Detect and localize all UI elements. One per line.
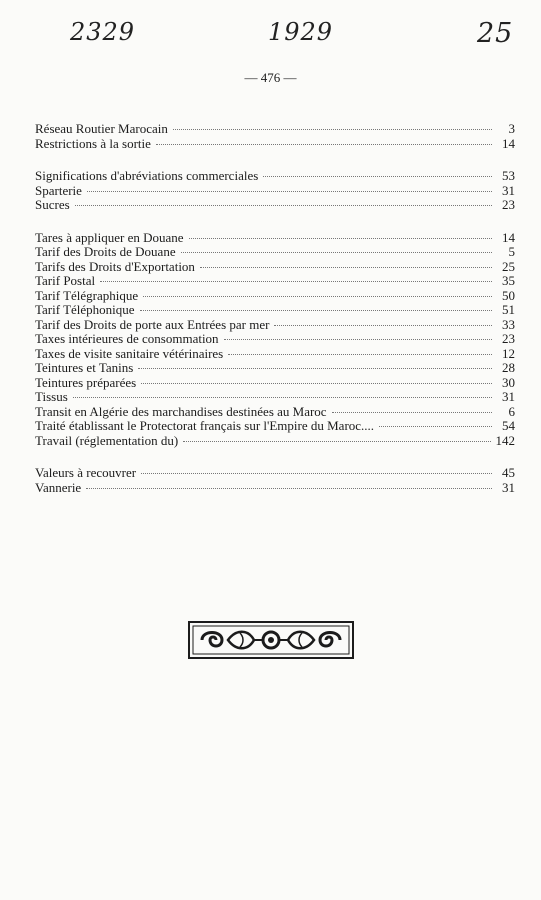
index-group bbox=[35, 122, 515, 151]
entry-page-number: 31 bbox=[502, 479, 515, 495]
entry-page-number: 31 bbox=[502, 182, 515, 198]
entry-page-number: 31 bbox=[502, 389, 515, 404]
entry-label: Tarif Postal bbox=[35, 273, 96, 288]
dot-leader bbox=[143, 296, 492, 297]
index-entry bbox=[35, 434, 515, 449]
index-group bbox=[35, 169, 515, 213]
dot-leader bbox=[189, 238, 492, 239]
entry-page-number: 30 bbox=[502, 374, 515, 390]
entry-label: Tissus bbox=[35, 389, 68, 404]
entry-label: Sucres bbox=[35, 197, 70, 212]
entry-page-number: 12 bbox=[502, 345, 515, 361]
entry-label: Travail (réglementation du) bbox=[35, 432, 179, 448]
entry-label: Taxes intérieures de consommation bbox=[35, 331, 219, 346]
index-entry bbox=[35, 289, 515, 304]
dot-leader bbox=[100, 281, 492, 282]
dot-leader bbox=[173, 129, 492, 130]
entry-label: Tarif des Droits de Douane bbox=[35, 244, 176, 259]
entry-label: Traité établissant le Protectorat français sur l'Empire du Maroc.... bbox=[35, 418, 375, 433]
entry-label: Tarif des Droits de porte aux Entrées par mer bbox=[35, 316, 270, 332]
index-entry bbox=[35, 361, 515, 376]
index-entry bbox=[35, 481, 515, 496]
entry-label: Significations d'abréviations commerciales bbox=[35, 168, 259, 183]
dot-leader bbox=[141, 473, 492, 474]
index-entry bbox=[35, 303, 515, 318]
index-list bbox=[35, 122, 515, 513]
entry-label: Réseau Routier Marocain bbox=[35, 121, 168, 136]
index-entry bbox=[35, 405, 515, 420]
entry-label: Vannerie bbox=[35, 479, 82, 495]
entry-label: Taxes de visite sanitaire vétérinaires bbox=[35, 345, 224, 361]
index-entry bbox=[35, 390, 515, 405]
page-number: — 476 — bbox=[244, 70, 297, 85]
entry-page-number: 51 bbox=[502, 302, 515, 317]
dot-leader bbox=[224, 339, 492, 340]
entry-label: Teintures préparées bbox=[35, 374, 137, 390]
handwritten-note-center: 1929 bbox=[268, 18, 334, 46]
index-entry bbox=[35, 198, 515, 213]
dot-leader bbox=[200, 267, 492, 268]
dot-leader bbox=[73, 397, 492, 398]
entry-label: Tarif Télégraphique bbox=[35, 287, 139, 303]
index-entry bbox=[35, 347, 515, 362]
decorative-ornament-icon bbox=[188, 621, 354, 659]
entry-page-number: 5 bbox=[508, 244, 515, 259]
index-entry bbox=[35, 169, 515, 184]
index-entry bbox=[35, 376, 515, 391]
dot-leader bbox=[156, 144, 492, 145]
index-entry bbox=[35, 184, 515, 199]
entry-label: Transit en Algérie des marchandises destinées au Maroc bbox=[35, 403, 327, 419]
entry-label: Teintures et Tanins bbox=[35, 360, 134, 375]
entry-page-number: 33 bbox=[502, 316, 515, 332]
entry-label: Tares à appliquer en Douane bbox=[35, 229, 184, 245]
entry-page-number: 23 bbox=[502, 197, 515, 212]
dot-leader bbox=[141, 383, 492, 384]
entry-label: Tarif Téléphonique bbox=[35, 302, 135, 317]
entry-page-number: 35 bbox=[502, 273, 515, 288]
entry-page-number: 6 bbox=[508, 403, 515, 419]
handwritten-note-left: 2329 bbox=[70, 18, 136, 46]
dot-leader bbox=[183, 441, 490, 442]
index-group bbox=[35, 466, 515, 495]
entry-page-number: 14 bbox=[502, 229, 515, 245]
index-entry bbox=[35, 260, 515, 275]
entry-label: Valeurs à recouvrer bbox=[35, 465, 137, 480]
dot-leader bbox=[332, 412, 492, 413]
dot-leader bbox=[181, 252, 492, 253]
entry-label: Sparterie bbox=[35, 182, 82, 198]
dot-leader bbox=[263, 176, 492, 177]
index-entry bbox=[35, 466, 515, 481]
dot-leader bbox=[86, 488, 492, 489]
index-entry bbox=[35, 245, 515, 260]
entry-page-number: 3 bbox=[508, 121, 515, 136]
index-entry bbox=[35, 318, 515, 333]
dot-leader bbox=[274, 325, 492, 326]
dot-leader bbox=[75, 205, 492, 206]
entry-page-number: 28 bbox=[502, 360, 515, 375]
index-entry bbox=[35, 122, 515, 137]
dot-leader bbox=[138, 368, 492, 369]
index-entry bbox=[35, 419, 515, 434]
dot-leader bbox=[140, 310, 492, 311]
dot-leader bbox=[379, 426, 492, 427]
entry-page-number: 142 bbox=[495, 432, 515, 448]
index-entry bbox=[35, 332, 515, 347]
dot-leader bbox=[228, 354, 492, 355]
index-entry bbox=[35, 231, 515, 246]
entry-page-number: 23 bbox=[502, 331, 515, 346]
entry-page-number: 14 bbox=[502, 135, 515, 151]
entry-page-number: 25 bbox=[502, 258, 515, 274]
handwritten-note-right: 25 bbox=[477, 18, 514, 49]
index-group bbox=[35, 231, 515, 449]
entry-page-number: 50 bbox=[502, 287, 515, 303]
entry-page-number: 54 bbox=[502, 418, 515, 433]
dot-leader bbox=[87, 191, 492, 192]
entry-page-number: 45 bbox=[502, 465, 515, 480]
entry-label: Restrictions à la sortie bbox=[35, 135, 151, 151]
entry-label: Tarifs des Droits d'Exportation bbox=[35, 258, 195, 274]
entry-page-number: 53 bbox=[502, 168, 515, 183]
index-entry bbox=[35, 274, 515, 289]
index-entry bbox=[35, 137, 515, 152]
